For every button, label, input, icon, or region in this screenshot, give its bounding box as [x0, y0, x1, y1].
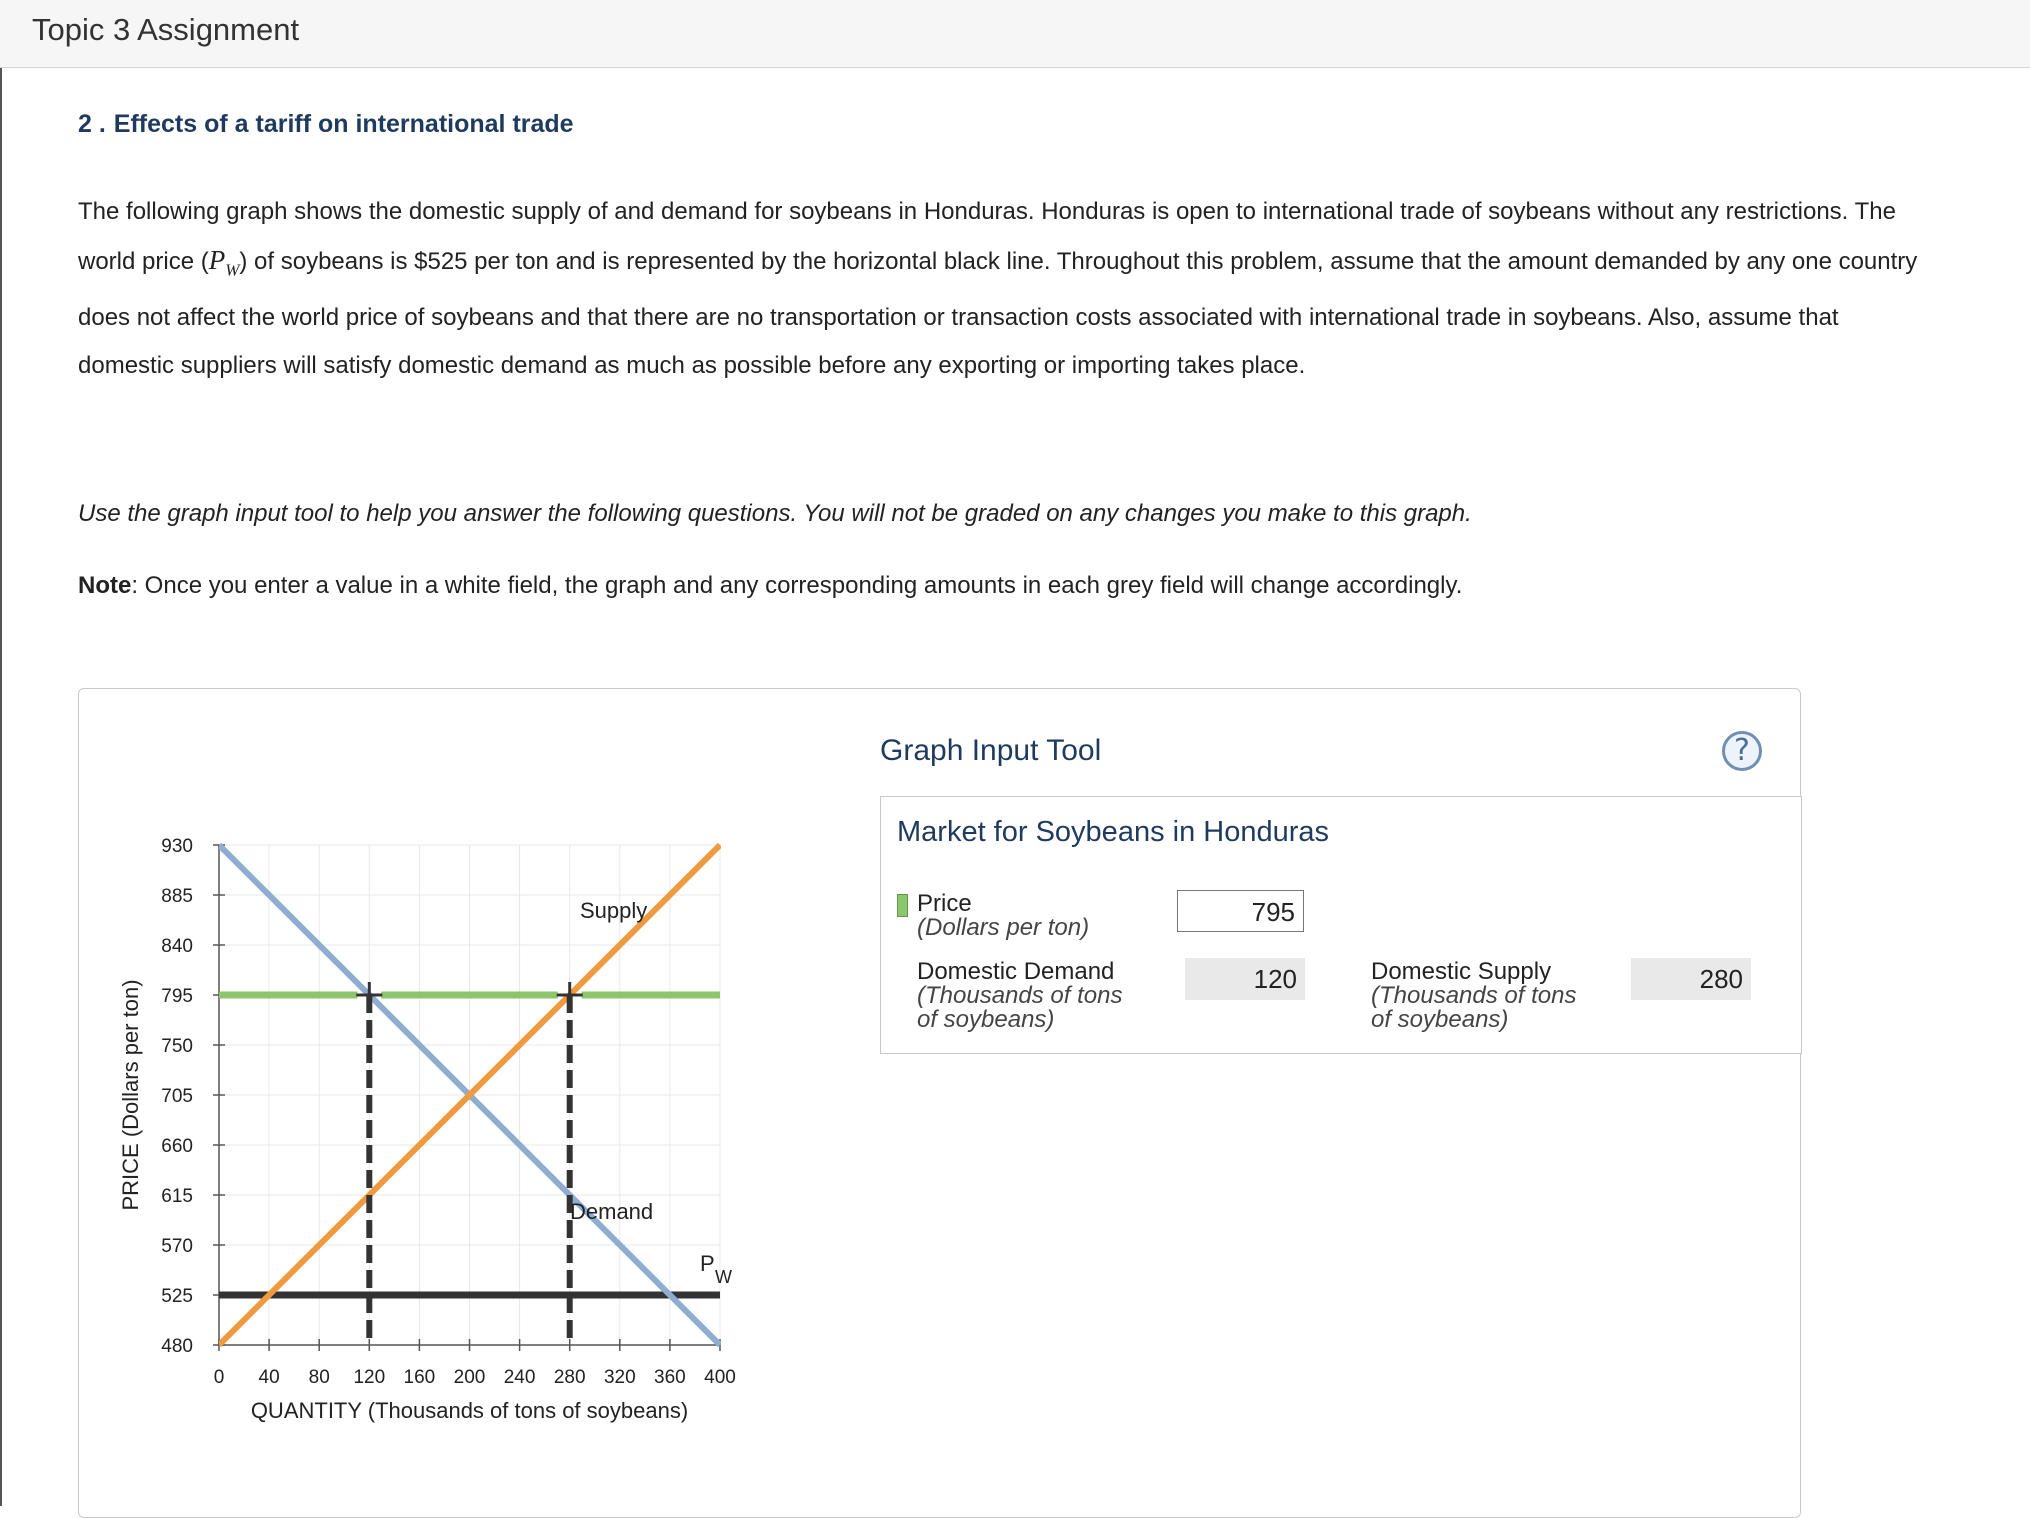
paragraph-text-1: The following graph shows the domestic supply of and demand for soybeans in Honduras. Honduras is open to international trade of soybeans without any restrictions. The world price ( — [78, 198, 1896, 275]
demand-label-text: Domestic Demand — [917, 958, 1115, 985]
y-tick-label: 525 — [161, 1286, 193, 1307]
instruction-text: Use the graph input tool to help you answer the following questions. You will not be graded on any changes you make to this graph. — [78, 500, 1472, 527]
x-axis-title: QUANTITY (Thousands of tons of soybeans) — [250, 1398, 689, 1423]
demand-units-2: of soybeans) — [917, 1006, 1055, 1033]
domestic-supply-label — [1371, 960, 1576, 1032]
y-tick-label: 885 — [161, 886, 193, 907]
x-tick-label: 320 — [603, 1367, 636, 1388]
x-tick-label: 80 — [308, 1367, 330, 1388]
domestic-supply-value: 280 — [1631, 958, 1751, 1000]
x-tick-label: 360 — [654, 1367, 686, 1388]
assignment-title: Topic 3 Assignment — [32, 12, 300, 47]
question-number: 2 . — [78, 110, 106, 138]
supply-label-text: Domestic Supply — [1371, 958, 1552, 985]
price-units: (Dollars per ton) — [917, 914, 1090, 941]
market-title: Market for Soybeans in Honduras — [897, 816, 1329, 848]
price-input[interactable]: 795 — [1177, 890, 1304, 932]
demand-curve-label: Demand — [570, 1199, 654, 1224]
price-swatch-icon — [897, 894, 908, 917]
y-tick-label: 705 — [161, 1086, 193, 1107]
pw-letter: P — [208, 245, 226, 275]
world-price-label: P — [700, 1251, 715, 1276]
x-tick-label: 200 — [453, 1367, 486, 1388]
y-tick-label: 795 — [161, 986, 193, 1007]
y-axis-title: PRICE (Dollars per ton) — [118, 979, 143, 1211]
x-tick-label: 120 — [353, 1367, 386, 1388]
domestic-demand-label — [917, 960, 1122, 1032]
supply-units-2: of soybeans) — [1371, 1006, 1509, 1033]
y-tick-label: 570 — [161, 1236, 193, 1257]
price-label — [917, 892, 1089, 940]
y-tick-label: 930 — [161, 836, 193, 857]
x-tick-label: 240 — [503, 1367, 536, 1388]
question-heading: Effects of a tariff on international trade — [113, 110, 574, 138]
paragraph-text-2: ) of soybeans is $525 per ton and is represented by the horizontal black line. Throughout this problem, assume that the amount demanded by any one country does not affect the world price of soybeans and that there are no transportation or transaction costs associated with international trade in soybeans. Also, assume that domestic suppliers will satisfy domestic demand as much as possible before any exporting or importing takes place. — [78, 248, 1918, 380]
supply-curve-label: Supply — [580, 898, 648, 923]
graph-input-tool-title: Graph Input Tool — [880, 734, 1102, 767]
x-tick-label: 160 — [403, 1367, 436, 1388]
y-tick-label: 480 — [161, 1336, 193, 1357]
domestic-demand-value: 120 — [1185, 958, 1305, 1000]
note-body: : Once you enter a value in a white field, the graph and any corresponding amounts in each grey field will change accordingly. — [131, 572, 1463, 599]
supply-units-1: (Thousands of tons — [1371, 982, 1577, 1009]
y-tick-label: 750 — [161, 1036, 193, 1057]
price-label-text: Price — [917, 890, 972, 917]
world-price-label-sub: W — [715, 1267, 732, 1287]
y-tick-label: 840 — [161, 936, 193, 957]
help-icon[interactable]: ? — [1722, 731, 1762, 771]
pw-subscript: W — [225, 260, 240, 280]
x-tick-label: 400 — [704, 1367, 736, 1388]
y-tick-label: 615 — [161, 1186, 193, 1207]
note-label: Note — [78, 572, 132, 599]
y-tick-label: 660 — [161, 1136, 193, 1157]
x-tick-label: 40 — [258, 1367, 280, 1388]
x-tick-label: 0 — [213, 1367, 225, 1388]
demand-units-1: (Thousands of tons — [917, 982, 1123, 1009]
x-tick-label: 280 — [553, 1367, 586, 1388]
